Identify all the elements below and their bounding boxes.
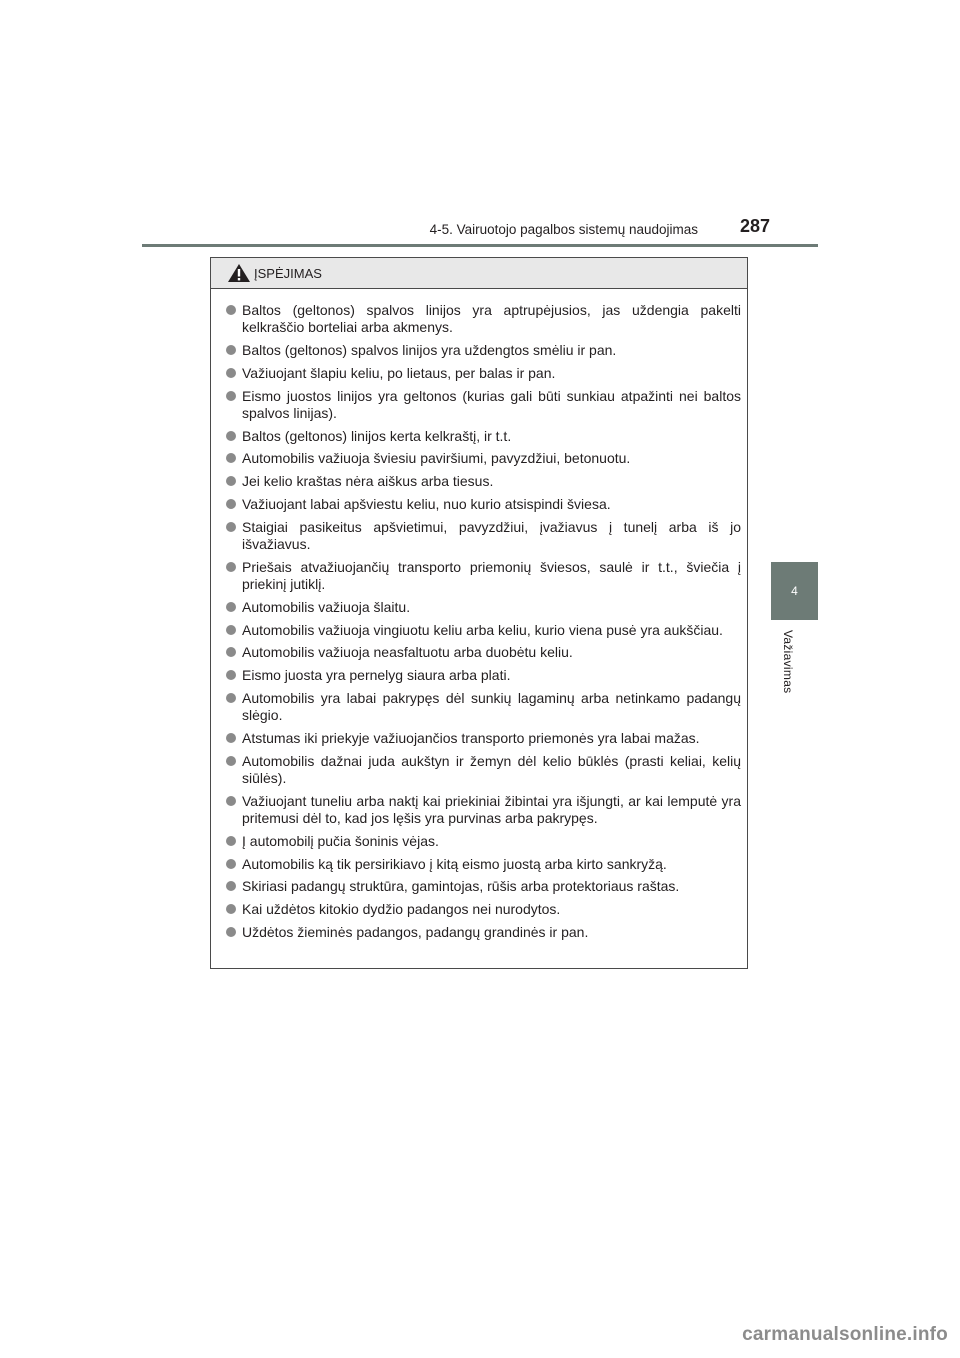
warning-item	[225, 901, 741, 918]
bullet-icon	[226, 927, 236, 937]
warning-item-text: Automobilis dažnai juda aukštyn ir žemyn dėl kelio būklės (prasti keliai, kelių siūlės).	[242, 752, 741, 786]
warning-item-text: Automobilis važiuoja šviesiu paviršiumi, pavyzdžiui, betonuotu.	[242, 450, 631, 467]
warning-item	[225, 365, 741, 382]
warning-item-text: Automobilis ką tik persirikiavo į kitą eismo juostą arba kirto sankryžą.	[242, 855, 667, 872]
warning-item-text: Automobilis važiuoja šlaitu.	[242, 598, 411, 615]
warning-box	[210, 257, 748, 969]
warning-item-text: Važiuojant šlapiu keliu, po lietaus, per balas ir pan.	[242, 364, 556, 381]
warning-item	[225, 644, 741, 661]
bullet-icon	[226, 368, 236, 378]
warning-item-text: Eismo juostos linijos yra geltonos (kurias gali būti sunkiau atpažinti nei baltos spalvos linijas).	[242, 387, 741, 421]
warning-item-text: Kai uždėtos kitokio dydžio padangos nei nurodytos.	[242, 901, 561, 918]
bullet-icon	[226, 431, 236, 441]
warning-item-text: Automobilis yra labai pakrypęs dėl sunkių lagaminų arba netinkamo padangų slėgio.	[242, 689, 741, 724]
warning-title: ĮSPĖJIMAS	[254, 265, 322, 281]
bullet-icon	[226, 859, 236, 869]
bullet-icon	[226, 670, 236, 680]
warning-item	[225, 428, 741, 445]
bullet-icon	[226, 562, 236, 572]
warning-item-text: Eismo juosta yra pernelyg siaura arba plati.	[242, 667, 511, 684]
warning-item	[225, 690, 741, 724]
warning-item-text: Skiriasi padangų struktūra, gamintojas, rūšis arba protektoriaus raštas.	[242, 878, 680, 895]
warning-triangle-icon	[227, 263, 251, 283]
bullet-icon	[226, 305, 236, 315]
watermark: carmanualsonline.info	[742, 1324, 948, 1345]
warning-item-text: Automobilis važiuoja vingiuotu keliu arba keliu, kurio viena pusė yra aukščiau.	[242, 621, 723, 638]
warning-item-text: Uždėtos žieminės padangos, padangų grandinės ir pan.	[242, 923, 589, 940]
chapter-number: 4	[791, 584, 798, 598]
warning-item	[225, 496, 741, 513]
bullet-icon	[226, 476, 236, 486]
warning-header	[211, 258, 747, 289]
warning-item-text: Staigiai pasikeitus apšvietimui, pavyzdžiui, įvažiavus į tunelį arba iš jo išvažiavus.	[242, 518, 741, 552]
header-rule	[142, 244, 818, 247]
warning-item-text: Į automobilį pučia šoninis vėjas.	[242, 832, 439, 849]
warning-item-text: Baltos (geltonos) spalvos linijos yra aptrupėjusios, jas uždengia pakelti kelkraščio borteliai arba akmenys.	[242, 302, 741, 336]
chapter-tab[interactable]	[771, 562, 818, 620]
warning-item	[225, 599, 741, 616]
bullet-icon	[226, 522, 236, 532]
warning-item	[225, 450, 741, 467]
bullet-icon	[226, 904, 236, 914]
bullet-icon	[226, 499, 236, 509]
warning-item	[225, 519, 741, 553]
warning-item	[225, 833, 741, 850]
bullet-icon	[226, 345, 236, 355]
section-title: 4-5. Vairuotojo pagalbos sistemų naudojimas	[429, 222, 698, 237]
warning-item-text: Priešais atvažiuojančių transporto priemonių šviesos, saulė ir t.t., šviečia į priekinį jutiklį.	[242, 558, 741, 592]
warning-item	[225, 388, 741, 422]
chapter-label: Važiavimas	[781, 630, 795, 694]
warning-item	[225, 302, 741, 336]
warning-item-text: Važiuojant labai apšviestu keliu, nuo kurio atsispindi šviesa.	[242, 495, 611, 512]
warning-item	[225, 622, 741, 639]
bullet-icon	[226, 796, 236, 806]
warning-item-text: Važiuojant tuneliu arba naktį kai priekiniai žibintai yra išjungti, ar kai lemputė yra pritemusi dėl to, kad jos lęšis yra purvinas arba pakrypęs.	[242, 792, 741, 826]
page-number: 287	[740, 216, 771, 236]
bullet-icon	[226, 453, 236, 463]
bullet-icon	[226, 881, 236, 891]
bullet-icon	[226, 391, 236, 401]
warning-item	[225, 559, 741, 593]
bullet-icon	[226, 602, 236, 612]
warning-item	[225, 730, 741, 747]
warning-item-text: Baltos (geltonos) linijos kerta kelkraštį, ir t.t.	[242, 427, 512, 444]
warning-item	[225, 667, 741, 684]
warning-item-text: Jei kelio kraštas nėra aiškus arba tiesus.	[242, 473, 494, 490]
warning-item-text: Atstumas iki priekyje važiuojančios transporto priemonės yra labai mažas.	[242, 729, 700, 746]
warning-list	[211, 289, 747, 941]
bullet-icon	[226, 836, 236, 846]
warning-item	[225, 473, 741, 490]
bullet-icon	[226, 733, 236, 743]
warning-item-text: Baltos (geltonos) spalvos linijos yra uždengtos smėliu ir pan.	[242, 342, 617, 358]
warning-item	[225, 924, 741, 941]
bullet-icon	[226, 693, 236, 703]
bullet-icon	[226, 647, 236, 657]
bullet-icon	[226, 625, 236, 635]
warning-item	[225, 793, 741, 827]
bullet-icon	[226, 756, 236, 766]
warning-item	[225, 342, 741, 359]
warning-item	[225, 878, 741, 895]
warning-item	[225, 753, 741, 787]
warning-item	[225, 856, 741, 873]
warning-item-text: Automobilis važiuoja neasfaltuotu arba duobėtu keliu.	[242, 644, 573, 661]
